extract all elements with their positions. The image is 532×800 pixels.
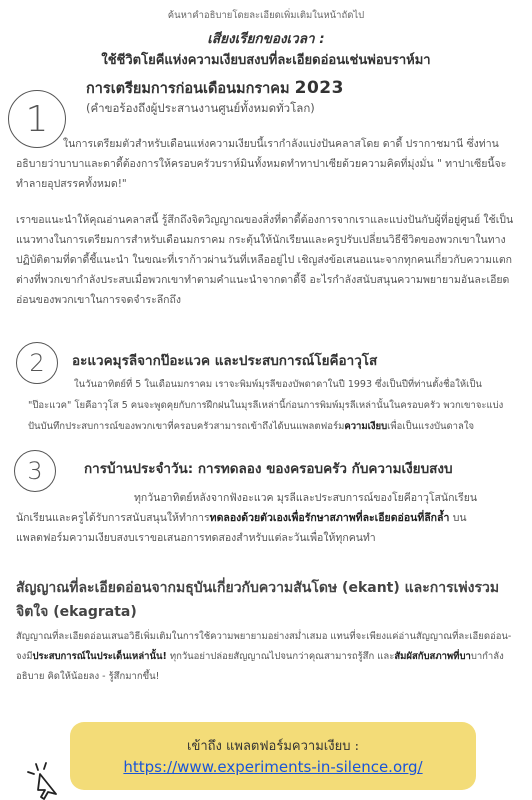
platform-access-label: เข้าถึง แพลตฟอร์มความเงียบ : xyxy=(187,739,359,754)
section-3-text-b: บนแพลตฟอร์มความเงียบสงบเราขอเสนอการทดสองสำหรับแต่ละวันเพื่อให้ทุกคนทำ xyxy=(16,512,467,544)
section-2-text-b: เพื่อเป็นแรงบันดาลใจ xyxy=(387,421,475,432)
section-1-heading-year: 2023 xyxy=(294,78,344,98)
platform-access-box xyxy=(70,722,476,790)
page-title: เสียงเรียกของเวลา : xyxy=(207,31,325,47)
section-1-number-circle: 1 xyxy=(8,90,66,148)
top-note: ค้นหาคำอธิบายโดยละเอียดเพิ่มเติมในหน้าถัดไป xyxy=(167,10,365,21)
section-3-bold-text: ทดลองด้วยตัวเองเพื่อรักษาสภาพที่ละเอียดอ่อนที่ลึกล้ำ xyxy=(209,512,450,524)
section-1-paragraph-2: เราขอแนะนำให้คุณอ่านคลาสนี้ รู้สึกถึงจิตวิญญาณของสิ่งที่ดาดี้ต้องการจากเราและแบ่งปันกับผู้ที่อยู่ศูนย์ ใช้เป็นแนวทางในการเตรียมการสำหรับเดือนมกราคม กระตุ้นให้นักเรียนและครูปรับเปลี่ยนวิธีชีวิตของพวกเขาในทางปฏิบัติตามที่ดาดี้ชี้แนะนำ ในขณะที่เราก้าวผ่านวันที่เหลืออยู่ไป เชิญส่งข้อเสนอแนะจากทุกคนเกี่ยวกับความแตกต่างที่พวกเขากำลังประสบเมื่อพวกเขาทำตามคำแนะนำจากดาดี้จี อะไรกำลังสนับสนุนความพยายามอันละเอียดอ่อนของพวกเขาในการจดจำระลึกถึง xyxy=(16,214,514,306)
section-2-paragraph xyxy=(28,374,514,437)
section-1-heading-text: การเตรียมการก่อนเดือนมกราคม xyxy=(86,81,290,97)
click-cursor-icon xyxy=(26,760,70,800)
signal-text-c: บากำลังอธิบาย คิดให้น้อยลง - รู้สึกมากขึ้น! xyxy=(16,651,504,682)
section-2-number-circle: 2 xyxy=(16,342,58,384)
section-2-text-a: ในวันอาทิตย์ที่ 5 ในเดือนมกราคม เราจะพิมพ์มุรลีของบัพดาดาในปี 1993 ซึ่งเป็นปีที่ท่านตั้งชื่อให้เป็น "ป๊อะแวค" โยคีอาวุโส 5 คนจะพูดคุยกับการฝึกฝนในมุรลีเหล่านี้ก่อนการพิมพ์มุรลีเหล่านั้นในครอบครัว พวกเขาจะแบ่งปันบันทึกประสบการณ์ของพวกเขาที่ครอบครัวสามารถเข้าถึงได้บนแพลตฟอร์ม xyxy=(28,379,504,432)
section-3-paragraph xyxy=(16,488,514,548)
signal-bold-text-2: สัมผัสกับสภาพที่บา xyxy=(394,651,471,662)
signal-paragraph xyxy=(16,627,514,687)
section-3-number-circle: 3 xyxy=(14,450,56,492)
signal-bold-text-1: ประสบการณ์ในประเด็นเหล่านั้น! xyxy=(32,651,167,662)
page-subtitle: ใช้ชีวิตโยคีแห่งความเงียบสงบที่ละเอียดอ่อนเช่นพ่อบราห์มา xyxy=(101,53,431,68)
section-2-heading: อะแวคมุรลีจากป๊อะแวค และประสบการณ์โยคีอาวุโส xyxy=(72,353,378,369)
platform-link[interactable]: https://www.experiments-in-silence.org/ xyxy=(123,758,423,776)
section-3-heading: การบ้านประจำวัน: การทดลอง ของครอบครัว กับความเงียบสงบ xyxy=(84,461,453,477)
signal-text-a: สัญญาณที่ละเอียดอ่อนเสนอวิธีเพิ่มเติมในการใช้ความพยายามอย่างสม่ำเสมอ แทนที่จะเพียงแค่อ่านสัญญาณที่ละเอียดอ่อน- จงมี xyxy=(16,631,512,662)
signal-text-b: ทุกวันอย่าปล่อยสัญญาณไปจนกว่าคุณสามารถรู้สึก และ xyxy=(166,651,395,662)
section-2-bold-text: ความเงียบ xyxy=(344,421,388,432)
section-3-text-a: ทุกวันอาทิตย์หลังจากฟังอะแวค มุรลีและประสบการณ์ของโยคีอาวุโสนักเรียน นักเรียนและครูได้รับการสนับสนุนให้ทำการ xyxy=(16,492,478,524)
section-1-paragraph-1: ในการเตรียมตัวสำหรับเดือนแห่งความเงียบนี้เรากำลังแบ่งปันคลาสโดย ดาดี้ ปรากาชมานี ซึ่งท่านอธิบายว่าบาบาและดาดี้ต้องการให้ครอบครัวบราห์มินทั้งหมดทำทาปาเซียด้วยความคิดที่มุ่งมั่น " ทาปาเซียนี้จะทำลายอุปสรรคทั้งหมด!" xyxy=(16,138,507,190)
signal-heading: สัญญาณที่ละเอียดอ่อนจากมธุบันเกี่ยวกับความสันโดษ (ekant) และการเพ่งรวมจิตใจ (ekagrata) xyxy=(16,580,500,620)
section-1-heading xyxy=(86,77,344,100)
section-1-subheading: (คำขอร้องถึงผู้ประสานงานศูนย์ทั้งหมดทั่วโลก) xyxy=(86,101,315,115)
